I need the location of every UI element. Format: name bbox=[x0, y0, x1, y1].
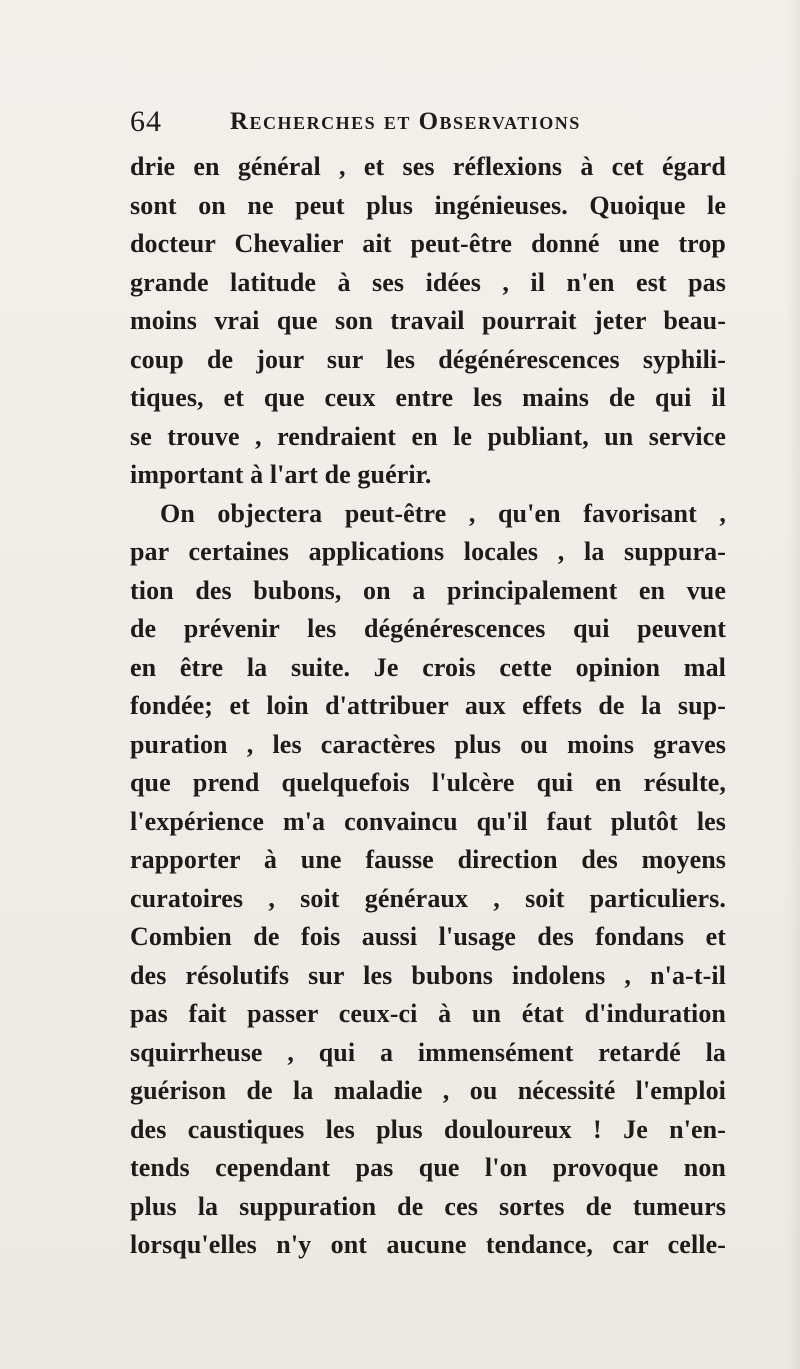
text-line: se trouve , rendraient en le publiant, un service bbox=[130, 421, 726, 451]
body-text bbox=[130, 148, 726, 1265]
text-line: plus la suppuration de ces sortes de tumeurs bbox=[130, 1191, 726, 1221]
text-line: l'expérience m'a convaincu qu'il faut plutôt les bbox=[130, 806, 726, 836]
text-line: tion des bubons, on a principalement en vue bbox=[130, 575, 726, 605]
text-line: important à l'art de guérir. bbox=[130, 460, 432, 489]
text-line: pas fait passer ceux-ci à un état d'induration bbox=[130, 999, 726, 1028]
page-number: 64 bbox=[130, 105, 162, 138]
text-line: curatoires , soit généraux , soit particuliers. bbox=[130, 883, 726, 913]
text-line: grande latitude à ses idées , il n'en est pas bbox=[130, 267, 726, 297]
text-line: guérison de la maladie , ou nécessité l'emploi bbox=[130, 1076, 726, 1105]
text-line: On objectera peut-être , qu'en favorisant , bbox=[160, 498, 726, 528]
text-line: de prévenir les dégénérescences qui peuvent bbox=[130, 614, 726, 643]
text-line: par certaines applications locales , la suppura- bbox=[130, 537, 726, 566]
text-line: docteur Chevalier ait peut-être donné une trop bbox=[130, 229, 726, 258]
text-line: coup de jour sur les dégénérescences syphili- bbox=[130, 344, 726, 374]
running-head bbox=[130, 98, 690, 146]
text-line: en être la suite. Je crois cette opinion mal bbox=[130, 652, 726, 682]
text-line: fondée; et loin d'attribuer aux effets de la sup- bbox=[130, 691, 726, 720]
text-line: des caustiques les plus douloureux ! Je n'en- bbox=[130, 1114, 726, 1144]
page-edge-shadow bbox=[786, 0, 800, 1369]
text-line: lorsqu'elles n'y ont aucune tendance, car celle- bbox=[130, 1230, 726, 1259]
text-line: moins vrai que son travail pourrait jeter beau- bbox=[130, 306, 726, 335]
text-line: tends cependant pas que l'on provoque non bbox=[130, 1153, 726, 1182]
text-line: drie en général , et ses réflexions à cet égard bbox=[130, 152, 726, 181]
text-line: puration , les caractères plus ou moins graves bbox=[130, 729, 726, 759]
text-line: sont on ne peut plus ingénieuses. Quoique le bbox=[130, 190, 726, 220]
text-line: Combien de fois aussi l'usage des fondans et bbox=[130, 922, 726, 951]
text-line: tiques, et que ceux entre les mains de qui il bbox=[130, 383, 726, 412]
text-line: rapporter à une fausse direction des moyens bbox=[130, 845, 726, 874]
text-line: des résolutifs sur les bubons indolens , n'a-t-il bbox=[130, 960, 726, 990]
text-line: que prend quelquefois l'ulcère qui en résulte, bbox=[130, 768, 726, 797]
running-head-title: Recherches et Observations bbox=[230, 108, 581, 135]
text-line: squirrheuse , qui a immensément retardé la bbox=[130, 1037, 726, 1067]
